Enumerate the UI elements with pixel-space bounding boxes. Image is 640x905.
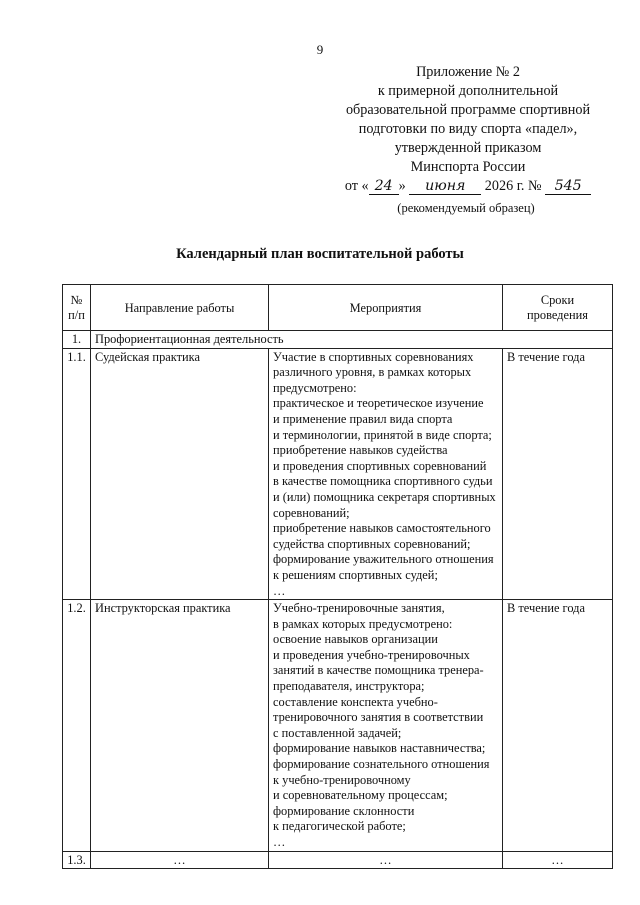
- activity-line: в рамках которых предусмотрено:: [273, 616, 453, 631]
- header-timing-line1: Сроки: [540, 293, 575, 307]
- activity-line: и проведения спортивных соревнований: [273, 458, 487, 473]
- header-number: [63, 285, 91, 331]
- activity-line: приобретение навыков самостоятельного: [273, 521, 491, 536]
- activity-line: предусмотрено:: [273, 380, 357, 395]
- activity-line: практическое и теоретическое изучение: [273, 396, 484, 411]
- activity-line: формирование сознательного отношения: [273, 757, 490, 772]
- activity-line: формирование склонности: [273, 803, 415, 818]
- page-number: 9: [316, 42, 324, 57]
- row-activities: [269, 348, 503, 600]
- activity-line: приобретение навыков судейства: [273, 443, 448, 458]
- activity-line: и проведения учебно-тренировочных: [273, 647, 470, 662]
- activity-line: в качестве помощника спортивного судьи: [273, 474, 493, 489]
- activity-line: занятий в качестве помощника тренера-: [273, 663, 484, 678]
- appendix-block: [330, 63, 606, 196]
- activity-line: составление конспекта учебно-: [273, 694, 438, 709]
- activity-line: с поставленной задачей;: [273, 725, 402, 740]
- activity-line: формирование уважительного отношения: [273, 552, 494, 567]
- table-row: [63, 600, 613, 852]
- row-timing: …: [503, 851, 613, 869]
- activity-line: к педагогической работе;: [273, 819, 406, 834]
- appendix-line: Приложение № 2: [416, 64, 520, 80]
- activity-line: и терминологии, принятой в виде спорта;: [273, 427, 492, 442]
- document-title: Календарный план воспитательной работы: [176, 246, 464, 262]
- header-timing-line2: проведения: [527, 308, 588, 322]
- row-direction: Инструкторская практика: [91, 600, 269, 852]
- appendix-line: подготовки по виду спорта «падел»,: [358, 121, 578, 137]
- recommended-sample-note: (рекомендуемый образец): [397, 201, 535, 215]
- appendix-line: к примерной дополнительной: [377, 83, 559, 99]
- activity-line: Учебно-тренировочные занятия,: [273, 601, 445, 616]
- order-prefix: от «: [344, 178, 369, 194]
- table-row: [63, 851, 613, 869]
- table-header-row: [63, 285, 613, 331]
- activity-line: к решениям спортивных судей;: [273, 567, 438, 582]
- activity-line: различного уровня, в рамках которых: [273, 365, 472, 380]
- activity-line: формирование навыков наставничества;: [273, 741, 486, 756]
- row-activities: [269, 600, 503, 852]
- activity-line: к учебно-тренировочному: [273, 772, 411, 787]
- header-number-line1: №: [70, 293, 83, 307]
- activity-line: и (или) помощника секретаря спортивных: [273, 489, 496, 504]
- row-direction: Судейская практика: [91, 348, 269, 600]
- section-number: 1.: [63, 331, 91, 349]
- section-row: [63, 331, 613, 349]
- handwritten-order-number: 545: [545, 178, 591, 195]
- activity-line: соревнований;: [273, 505, 350, 520]
- header-activities: Мероприятия: [269, 285, 503, 331]
- appendix-line: Минспорта России: [410, 159, 526, 175]
- activity-line: …: [273, 583, 286, 598]
- row-direction: …: [91, 851, 269, 869]
- activity-line: преподавателя, инструктора;: [273, 679, 425, 694]
- order-year: 2026 г. №: [481, 178, 546, 194]
- activity-line: освоение навыков организации: [273, 632, 438, 647]
- activity-line: …: [273, 835, 286, 849]
- calendar-plan-table: [62, 284, 613, 869]
- header-timing: [503, 285, 613, 331]
- order-mid: »: [398, 178, 410, 194]
- handwritten-month: июня: [409, 178, 481, 195]
- activity-line: и применение правил вида спорта: [273, 411, 453, 426]
- appendix-line: утвержденной приказом: [394, 140, 542, 156]
- row-timing: В течение года: [503, 348, 613, 600]
- row-number: 1.2.: [63, 600, 91, 852]
- header-direction: Направление работы: [91, 285, 269, 331]
- activity-line: Участие в спортивных соревнованиях: [273, 349, 474, 364]
- activity-line: и соревновательному процессам;: [273, 788, 448, 803]
- activity-line: судейства спортивных соревнований;: [273, 536, 471, 551]
- row-timing: В течение года: [503, 600, 613, 852]
- row-number: 1.3.: [63, 851, 91, 869]
- section-title: Профориентационная деятельность: [91, 331, 613, 349]
- header-number-line2: п/п: [68, 308, 85, 322]
- order-date-line: [330, 177, 606, 196]
- row-number: 1.1.: [63, 348, 91, 600]
- table-row: [63, 348, 613, 600]
- appendix-line: образовательной программе спортивной: [345, 102, 591, 118]
- activity-line: тренировочного занятия в соответствии: [273, 710, 484, 725]
- row-activities: …: [269, 851, 503, 869]
- handwritten-day: 24: [369, 178, 399, 195]
